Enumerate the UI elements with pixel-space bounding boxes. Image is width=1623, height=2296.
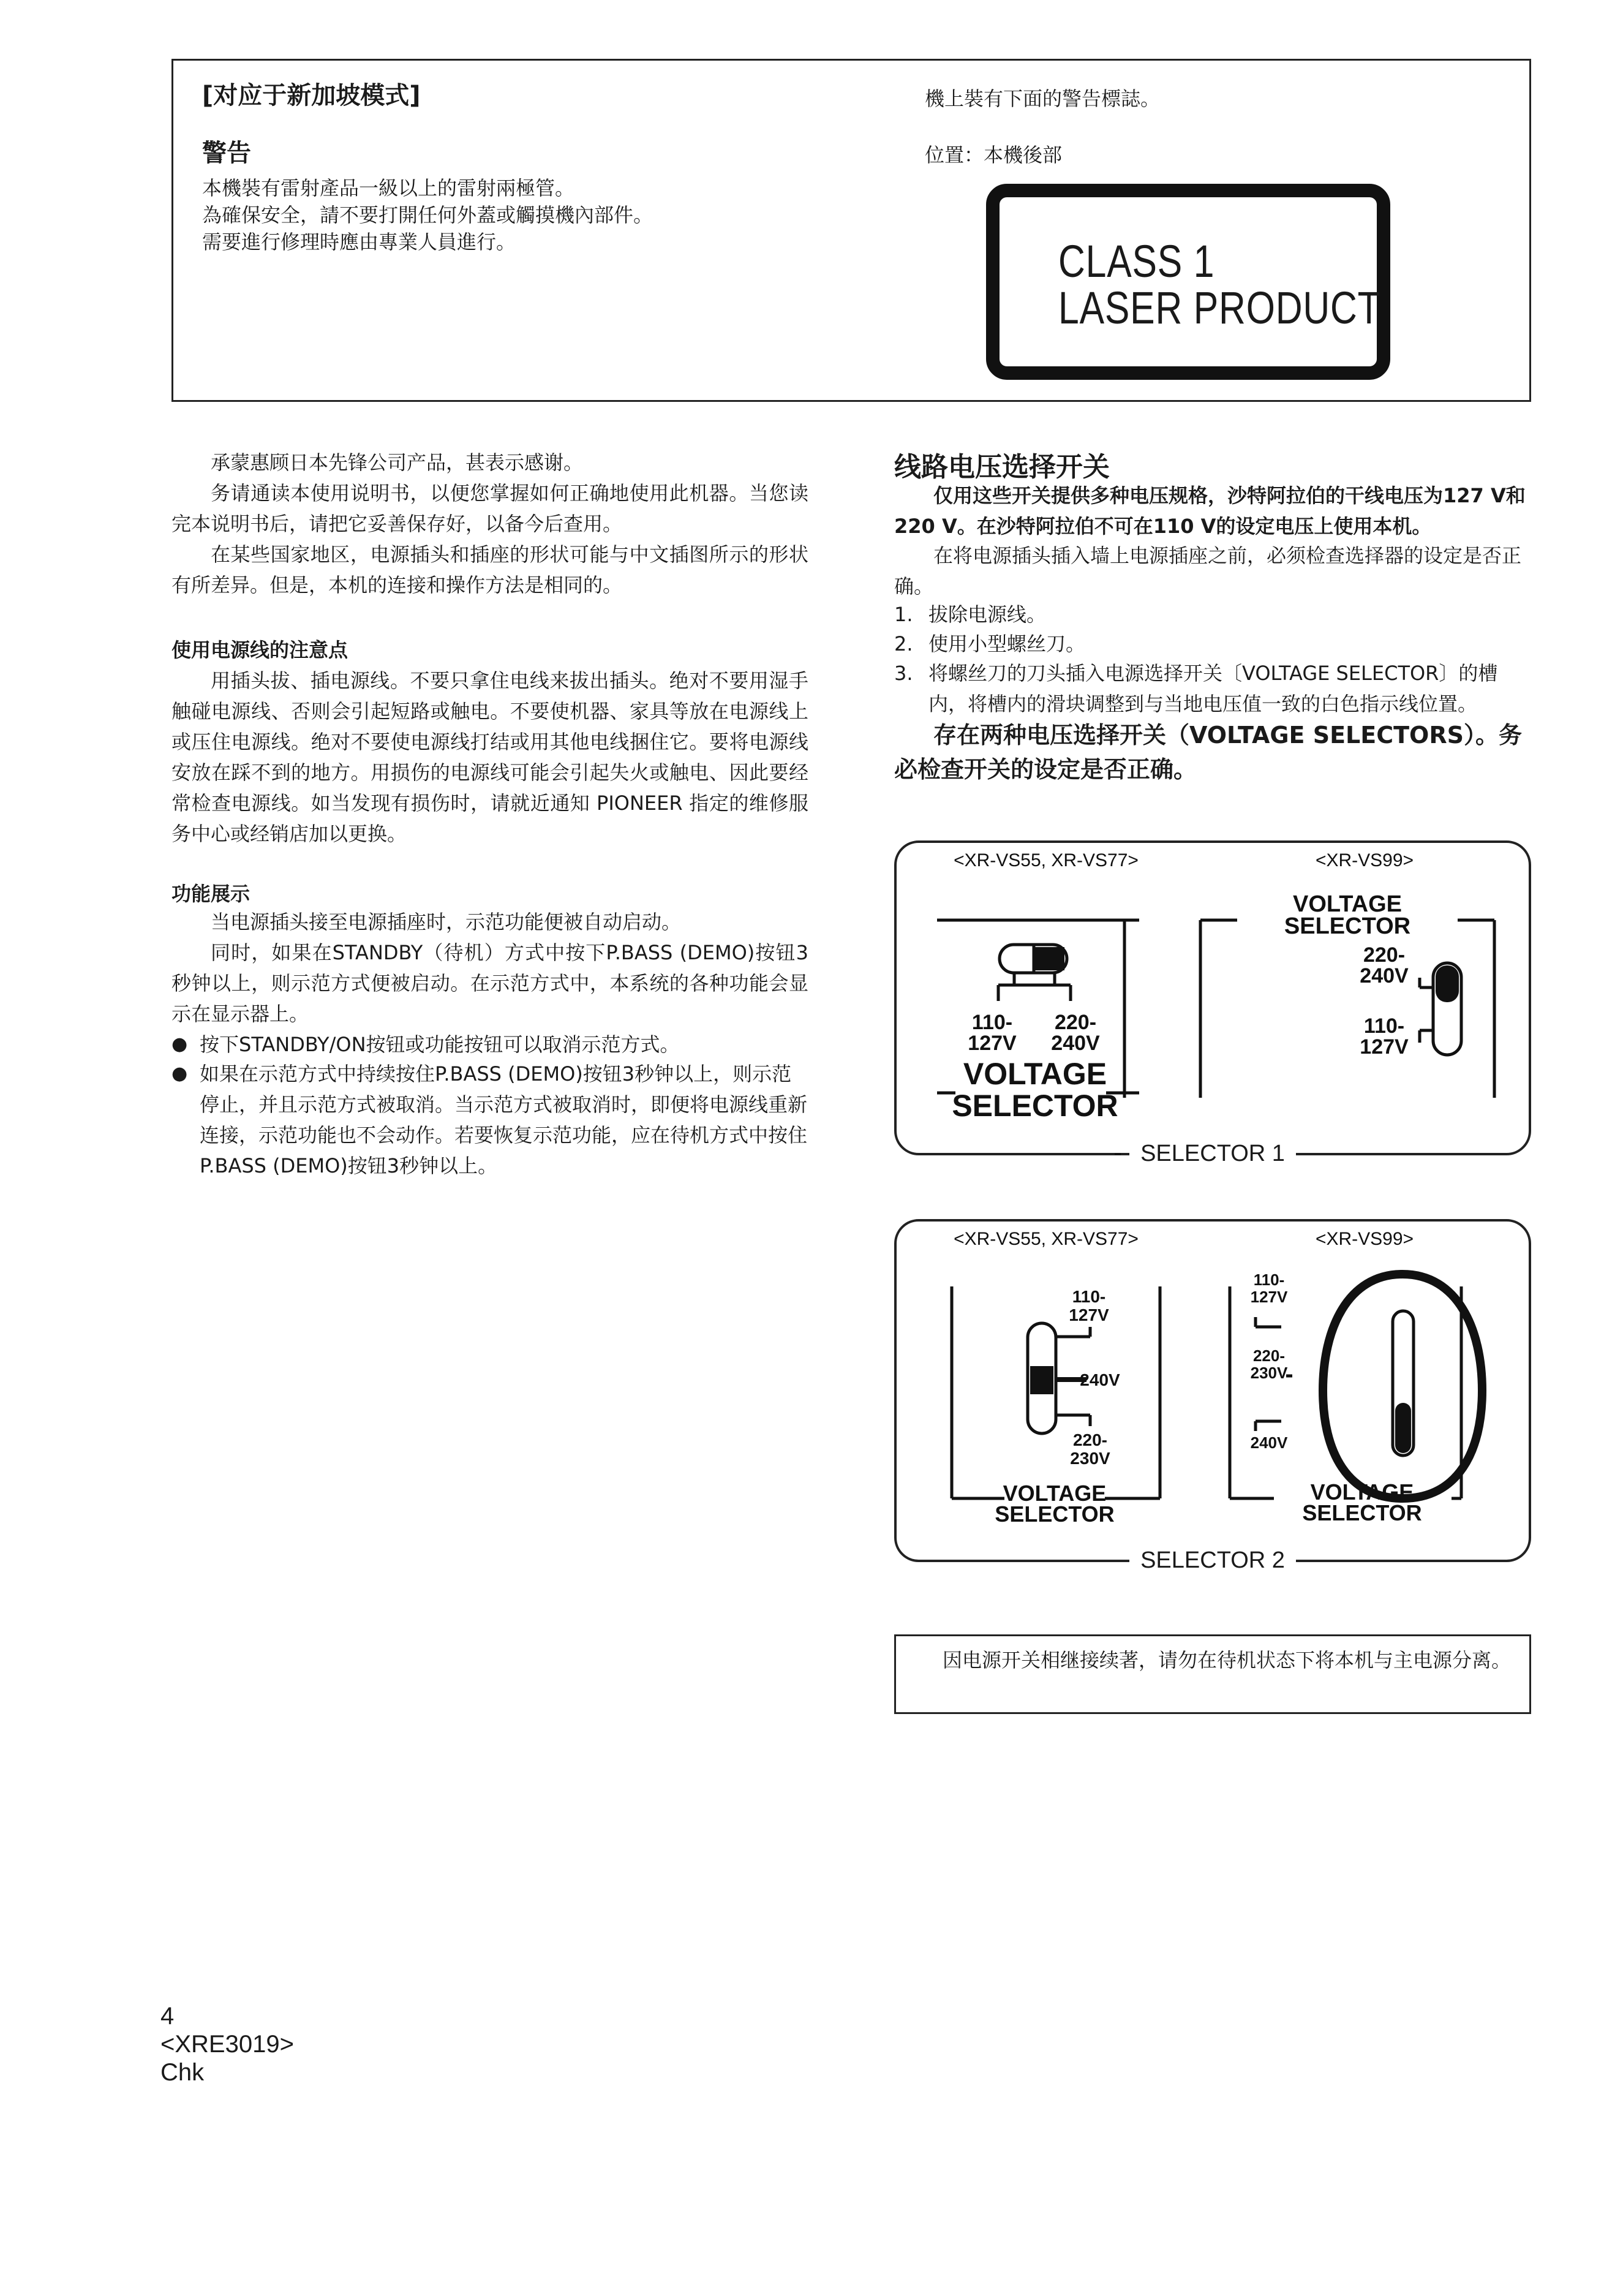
warning-line-2: 為確保安全，請不要打開任何外蓋或觸摸機內部件。 [202,203,653,227]
s1-right-label-a: VOLTAGE [1292,891,1403,917]
s2-left-v1a: 110- [1072,1287,1106,1306]
s2-left-v3b: 230V [1070,1449,1110,1468]
s1-left-v1a: 110- [971,1011,1013,1034]
label-notice: 機上裝有下面的警告標誌。 [925,87,1161,110]
s1-left-slider [1034,947,1064,970]
demo-text-2: 同时，如果在STANDBY（待机）方式中按下P.BASS (DEMO)按钮3秒钟以上，则示范方式便被启动。在示范方式中，本系统的各种功能会显示在显示器上。 [171,941,808,1025]
step-text: 将螺丝刀的刀头插入电源选择开关〔VOLTAGE SELECTOR〕的槽内，将槽内的滑块调整到与当地电压值一致的白色指示线位置。 [928,662,1498,716]
s2-left-v2: 240V [1080,1370,1120,1389]
standby-note: 因电源开关相继接续著，请勿在待机状态下将本机与主电源分离。 [894,1634,1531,1714]
demo-bullet-1 [171,1029,808,1060]
step-number: 3. [894,662,913,685]
s1-left-v1b: 127V [968,1032,1017,1055]
selector-2-drawing [894,1219,1531,1562]
warning-heading: 警告 [202,139,251,167]
s1-right-label-b: SELECTOR [1284,913,1411,939]
demo-bullet-2 [171,1059,808,1181]
intro-para-3: 在某些国家地区，电源插头和插座的形状可能与中文插图所示的形状有所差异。但是，本机的连接和操作方法是相同的。 [171,543,808,597]
s2-right-label-a: VOLTAGE [1310,1479,1414,1505]
selector-1-drawing [894,840,1531,1171]
bullet-dot: ● [171,1033,188,1055]
step-3 [894,658,1531,719]
s2-right-slider [1395,1403,1411,1453]
bullet-text: 如果在示范方式中持续按住P.BASS (DEMO)按钮3秒钟以上，则示范停止，并且示范方式被取消。当示范方式被取消时，即便将电源线重新连接，示范功能也不会动作。若要恢复示范功能，应在待机方式中按住P.BASS (DEMO)按钮3秒钟以上。 [200,1062,808,1177]
step-number: 1. [894,603,913,626]
laser-label-line-1: CLASS 1 [1058,236,1215,287]
warning-line-3: 需要進行修理時應由專業人員進行。 [202,230,516,254]
s1-left-label-b: SELECTOR [952,1089,1118,1123]
selector-1-caption-wrap [894,1141,1531,1167]
bullet-dot: ● [171,1063,188,1084]
s2-left-label-a: VOLTAGE [1003,1481,1107,1506]
cord-text: 用插头拔、插电源线。不要只拿住电线来拔出插头。绝对不要用湿手触碰电源线、否则会引起短路或触电。不要使机器、家具等放在电源线上或压住电源线。绝对不要使电源线打结或用其他电线捆住它。要将电源线安放在踩不到的地方。用损伤的电源线可能会引起失火或触电、因此要经常检查电源线。如当发现有损伤时，请就近通知 PIONEER 指定的维修服务中心或经销店加以更换。 [171,669,808,845]
intro-para-1: 承蒙惠顾日本先锋公司产品，甚表示感谢。 [211,451,584,474]
s2-right-label-b: SELECTOR [1302,1500,1422,1525]
selector-1-caption: SELECTOR 1 [1129,1141,1296,1166]
voltage-switch-heading: 线路电压选择开关 [894,451,1110,483]
s2-model-right: <XR-VS99> [1315,1229,1414,1249]
s2-right-v2a: 220- [1252,1346,1286,1365]
step-number: 2. [894,632,913,655]
s1-right-v2a: 110- [1363,1014,1405,1038]
s2-right-v2b: 230V [1250,1364,1288,1382]
laser-label-line-2: LASER PRODUCT [1058,282,1381,333]
step-1 [894,599,1531,630]
document-code: <XRE3019> [160,2031,294,2058]
s1-right-slider [1436,965,1459,1002]
s1-left-label-a: VOLTAGE [963,1057,1107,1091]
step-2 [894,629,1531,659]
s2-model-left: <XR-VS55, XR-VS77> [954,1229,1139,1249]
s1-right-v1a: 220- [1363,943,1406,967]
label-position: 位置：本機後部 [925,143,1063,167]
demo-heading: 功能展示 [171,882,250,905]
s1-left-v2b: 240V [1051,1032,1100,1055]
s2-right-v3: 240V [1250,1433,1288,1452]
s1-right-v1b: 240V [1360,964,1409,988]
voltage-bold-para: 仅用这些开关提供多种电压规格，沙特阿拉伯的干线电压为127 V和220 V。在沙特阿拉伯不可在110 V的设定电压上使用本机。 [894,484,1526,538]
voltage-check-para: 在将电源插头插入墙上电源插座之前，必须检查选择器的设定是否正确。 [894,544,1522,598]
s1-right-v2b: 127V [1360,1035,1409,1059]
selector-2-caption: SELECTOR 2 [1129,1547,1296,1573]
warning-line-1: 本機裝有雷射產品一級以上的雷射兩極管。 [202,176,575,200]
step-text: 拔除电源线。 [928,603,1047,626]
two-selectors-note: 存在两种电压选择开关（VOLTAGE SELECTORS）。务必检查开关的设定是否正确。 [894,722,1522,783]
s1-left-v2a: 220- [1054,1011,1097,1034]
s2-right-v1b: 127V [1250,1288,1288,1306]
demo-text-1: 当电源插头接至电源插座时，示范功能便被自动启动。 [211,910,682,934]
s1-model-left: <XR-VS55, XR-VS77> [954,850,1139,870]
step-text: 使用小型螺丝刀。 [928,632,1086,655]
s1-model-right: <XR-VS99> [1315,850,1414,870]
s2-left-v1b: 127V [1069,1305,1109,1324]
s2-left-v3a: 220- [1072,1430,1108,1449]
intro-para-2: 务请通读本使用说明书，以便您掌握如何正确地使用此机器。当您读完本说明书后，请把它妥善保存好，以备今后查用。 [171,481,808,535]
s2-left-label-b: SELECTOR [995,1501,1115,1527]
s2-left-slider [1030,1366,1053,1394]
s2-right-v1a: 110- [1253,1271,1285,1289]
selector-2-caption-wrap [894,1547,1531,1574]
mode-title: [对应于新加坡模式] [202,81,421,110]
bullet-text: 按下STANDBY/ON按钮或功能按钮可以取消示范方式。 [200,1033,680,1056]
page-number: 4 [160,2003,175,2030]
cord-heading: 使用电源线的注意点 [171,638,348,662]
check-mark: Chk [160,2059,205,2086]
